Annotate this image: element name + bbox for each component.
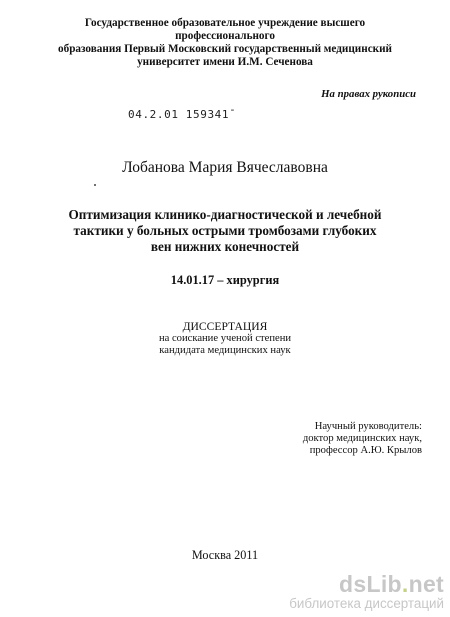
- advisor-name: профессор А.Ю. Крылов: [309, 445, 422, 456]
- logo-dot: .: [401, 571, 409, 597]
- dissertation-purpose-line-1: на соискание ученой степени: [158, 333, 292, 344]
- logo-part-1: dsLib: [339, 571, 402, 597]
- watermark-tagline: библиотека диссертаций: [289, 596, 444, 611]
- institution-line-2: образования Первый Московский государственный медицинский: [58, 43, 392, 55]
- dissertation-title: [50, 207, 400, 255]
- title-line-2: тактики у больных острыми тромбозами глубоких: [73, 223, 377, 238]
- stamp-dash: -: [229, 103, 237, 116]
- institution-line-3: университет имени И.М. Сеченова: [137, 56, 313, 68]
- title-line-1: Оптимизация клинико-диагностической и лечебной: [68, 207, 382, 222]
- institution-header: [40, 17, 410, 69]
- dissertation-purpose-line-2: кандидата медицинских наук: [159, 345, 291, 356]
- institution-line-1: Государственное образовательное учреждение высшего профессионального: [84, 17, 366, 42]
- scientific-advisor: [303, 421, 424, 457]
- dslib-logo: [289, 572, 444, 596]
- author-name: Лобанова Мария Вячеславовна: [122, 159, 328, 176]
- dslib-watermark: [289, 572, 444, 611]
- dissertation-type: ДИССЕРТАЦИЯ: [182, 320, 268, 333]
- advisor-degree: доктор медицинских наук,: [302, 433, 422, 444]
- scan-speck: [94, 184, 96, 186]
- stamp-number: 04.2.01 159341: [128, 108, 230, 121]
- title-line-3: вен нижних конечностей: [150, 239, 300, 254]
- rights-note: На правах рукописи: [321, 88, 416, 100]
- specialty-code: 14.01.17 – хирургия: [170, 273, 280, 287]
- city-year: Москва 2011: [191, 548, 259, 562]
- advisor-heading: Научный руководитель:: [314, 421, 422, 432]
- dissertation-block: [0, 320, 450, 357]
- registration-stamp: [128, 103, 237, 121]
- logo-part-2: net: [408, 571, 444, 597]
